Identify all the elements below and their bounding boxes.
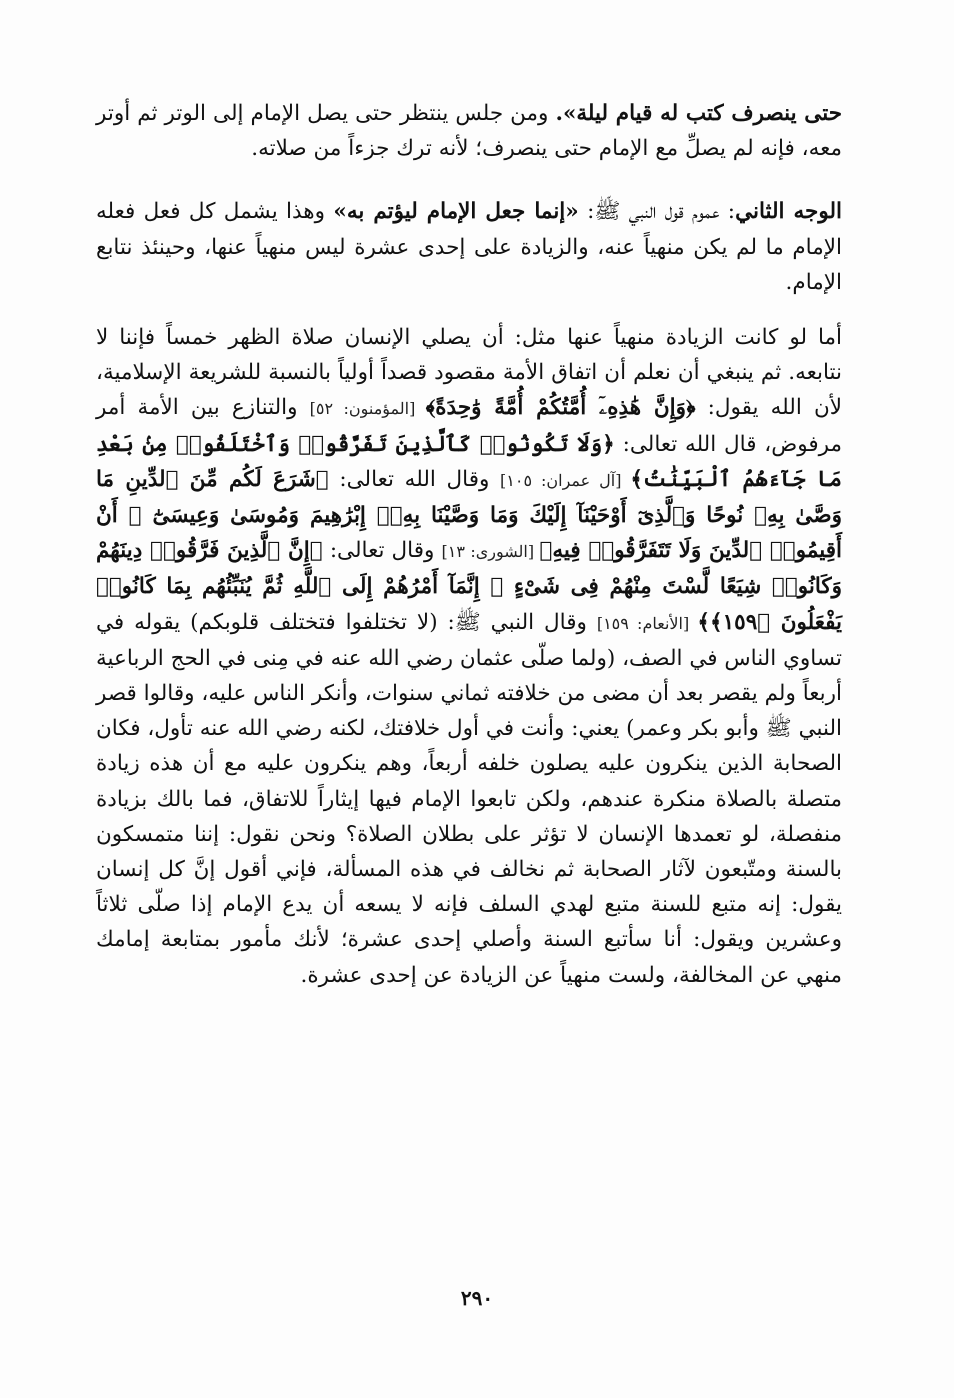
quran-verse-1: ﴿وَإِنَّ هَٰذِهِۦٓ أُمَّتُكُمْ أُمَّةً وَٰحِدَةً﴾ [425, 395, 696, 421]
hadith-quote: «إنما جعل الإمام ليؤتم به» [333, 199, 579, 225]
verse-reference-2: [آل عمران: ١٠٥] [500, 470, 631, 490]
quran-verse-3: ﴿شَرَعَ لَكُم مِّنَ ٱلدِّينِ مَا وَصَّىٰ بِهِۦ نُوحًا وَٱلَّذِىٓ أَوْحَيْنَآ إِلَيْكَ وَمَا وَصَّيْنَا بِهِۦٓ إِبْرَٰهِيمَ وَمُوسَىٰ وَعِيسَىٰٓ ۖ أَنْ أَقِيمُوا۟ ٱلدِّينَ وَلَا تَتَفَرَّقُوا۟ فِيهِ﴾ [96, 466, 842, 564]
paragraph-2 [96, 194, 842, 300]
verse-reference-4: [الأنعام: ١٥٩] [596, 613, 698, 633]
hadith-ending: حتى ينصرف كتب له قيام ليلة». [555, 101, 842, 126]
paragraph-3-text-5: وقال النبي ﷺ: (لا تختلفوا فتختلف قلوبكم) يقوله في تساوي الناس في الصف، (ولما صلّى عثمان رضي الله عنه في مِنى في الحج الرباعية أربعاً ولم يقصر بعد أن مضى من خلافته ثماني سنوات، وأنكر الناس عليه، وقالوا قصر النبي ﷺ وأبو بكر وعمر) يعني: وأنت في أول خلافتك، لكنه رضي الله عنه تأول، فكان الصحابة الذين ينكرون عليه يصلون خلفه أربعاً، وهم ينكرون عليه مع أن هذه زيادة متصلة بالصلاة منكرة عندهم، ولكن تابعوا الإمام فيها إيثاراً للاتفاق، فما بالك بزيادة منفصلة، لو تعمدها الإنسان لا تؤثر على بطلان الصلاة؟ ونحن نقول: إننا متمسكون بالسنة ومتّبعون لآثار الصحابة ثم نخالف في هذه المسألة، فإني أقول إنَّ كل إنسان يقول: إنه متبع للسنة متبع لهدي السلف فإنه لا يسعه أن يدع الإمام إذا صلّى ثلاثاً وعشرين ويقول: أنا سأتبع السنة وأصلي إحدى عشرة؛ لأنك مأمور بمتابعة إمامك منهي عن المخالفة، ولست منهياً عن الزيادة عن إحدى عشرة. [96, 609, 842, 988]
paragraph-3-text-3: وقال الله تعالى: [328, 466, 501, 492]
quran-verse-4: ﴿إِنَّ ٱلَّذِينَ فَرَّقُوا۟ دِينَهُمْ وَكَانُوا۟ شِيَعًا لَّسْتَ مِنْهُمْ فِى شَىْءٍ ۚ إِنَّمَآ أَمْرُهُمْ إِلَى ٱللَّهِ ثُمَّ يُنَبِّئُهُم بِمَا كَانُوا۟ يَفْعَلُونَ ﴿١٥٩﴾﴾ [96, 538, 843, 635]
section-heading: الوجه الثاني [735, 199, 842, 225]
paragraph-1-text: ومن جلس ينتظر حتى يصل الإمام إلى الوتر ثم أوتر معه، فإنه لم يصلِّ مع الإمام حتى ينصرف؛ لأنه ترك جزءاً من صلاته. [96, 101, 842, 162]
paragraph-2-text: وهذا يشمل كل فعل فعله الإمام ما لم يكن منهياً عنه، والزيادة على إحدى عشرة ليس منهياً عنها، وحينئذ نتابع الإمام. [96, 199, 842, 295]
verse-reference-3: [الشورى: ١٣] [441, 542, 540, 562]
paragraph-1 [96, 96, 842, 166]
verse-reference-1: [المؤمنون: ٥٢] [309, 399, 426, 419]
paragraph-3-text-1: أما لو كانت الزيادة منهياً عنها مثل: أن يصلي الإنسان صلاة الظهر خمساً فإننا لا نتابعه. ثم ينبغي أن نعلم أن اتفاق الأمة مقصود قصداً أولياً بالنسبة للشريعة الإسلامية، لأن الله يقول: [96, 325, 842, 421]
page-body-text [96, 96, 842, 993]
quran-verse-2: ﴿وَلَا تَكُونُوا۟ كَٱلَّذِينَ تَفَرَّقُوا۟ وَٱخْتَلَفُوا۟ مِنۢ بَعْدِ مَا جَآءَهُمُ ٱلْبَيِّنَٰتُ﴾ [96, 431, 843, 492]
paragraph-3 [96, 320, 842, 993]
paragraph-3-text-4: وقال تعالى: [322, 538, 442, 564]
page-number: ٢٩٠ [460, 1286, 494, 1310]
paragraph-2-intro: : عموم قول النبي ﷺ: [578, 199, 736, 225]
paragraph-3-text-2: والتنازع بين الأمة أمر مرفوض، قال الله تعالى: [96, 395, 842, 457]
